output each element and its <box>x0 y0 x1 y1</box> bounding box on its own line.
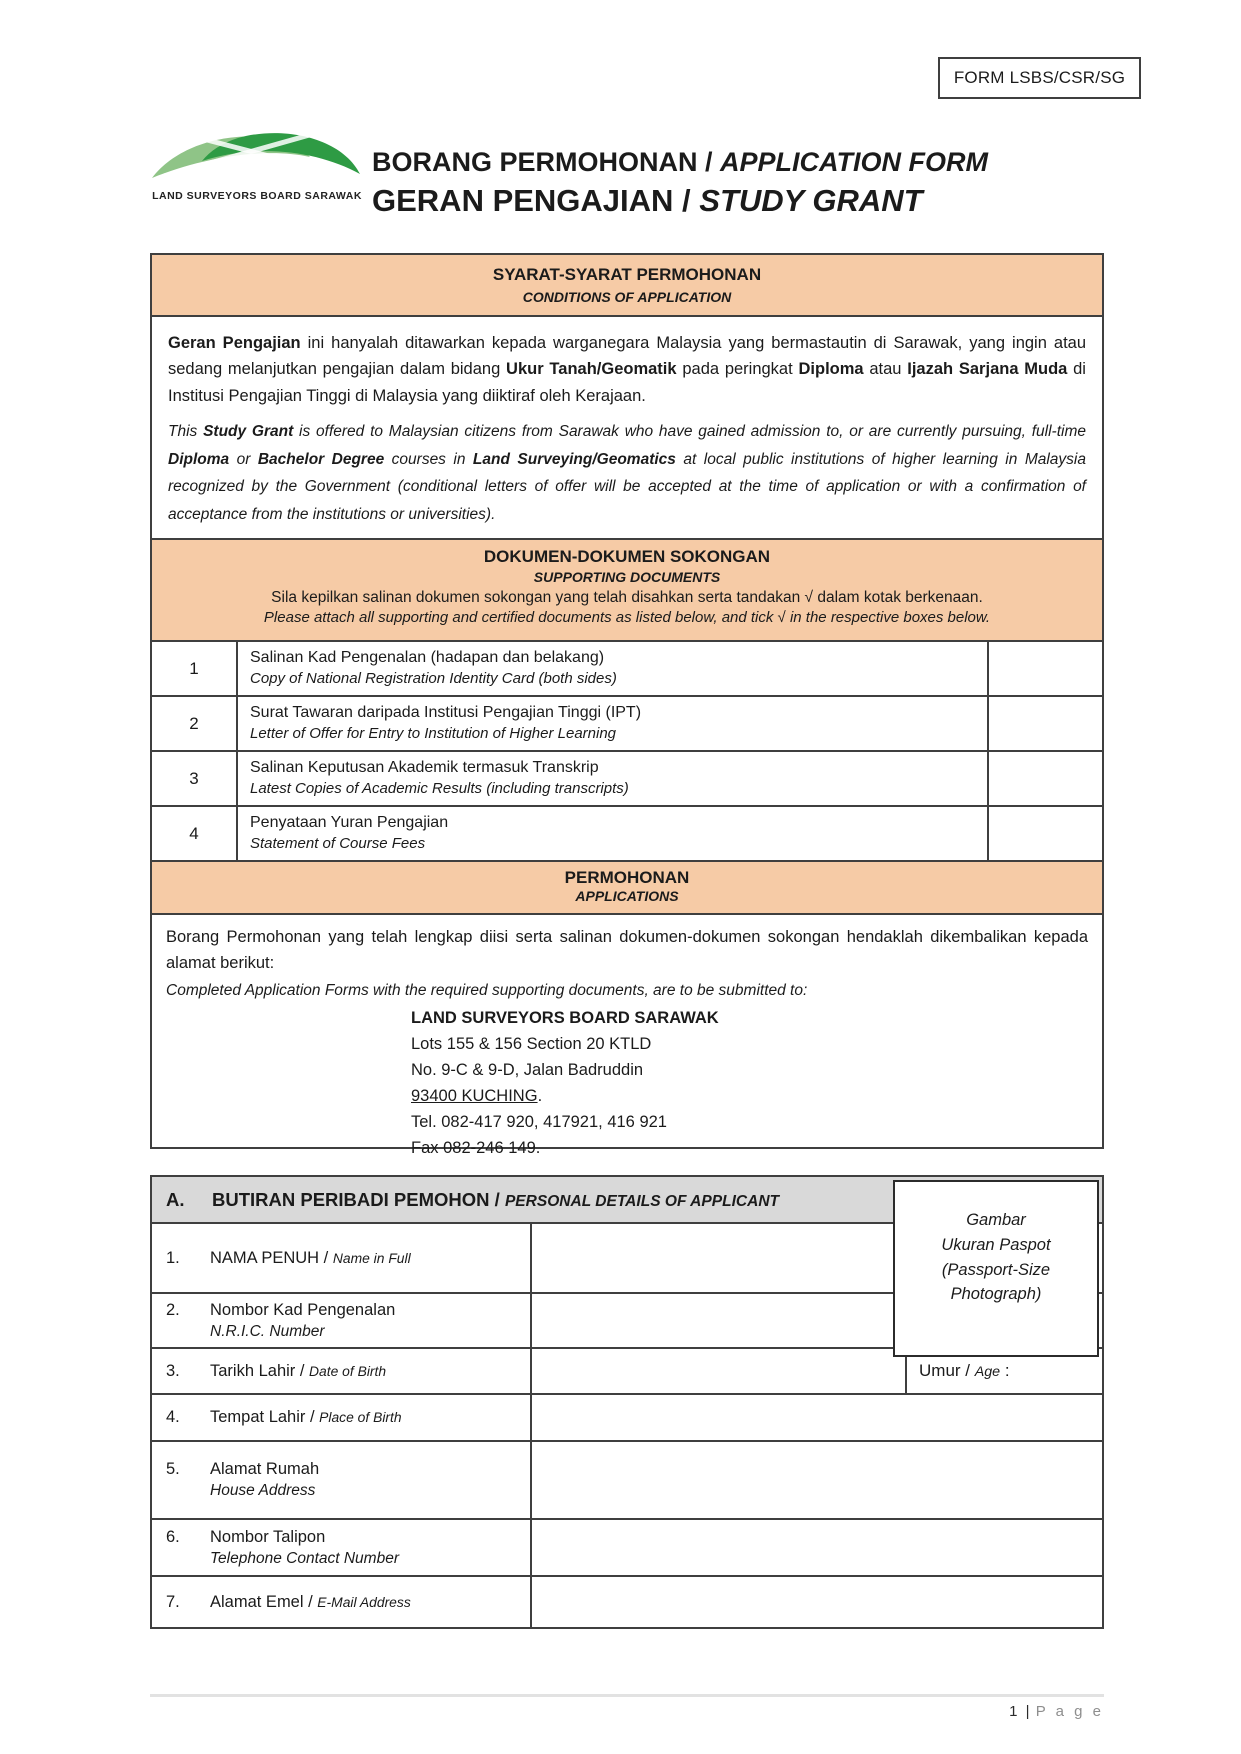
conditions-paragraph-en: This Study Grant is offered to Malaysian citizens from Sarawak who have gained admission to, or are currently pursuing, full-time Diploma or Bachelor Degree courses in Land Surveying/Geomatics at local public institutions of higher learning in Malaysia recognized by the Government (conditional letters of offer will be accepted at the time of application or with a confirmation of acceptance from the institutions or universities). <box>168 423 1087 523</box>
field-label-translation: N.R.I.C. Number <box>210 1322 325 1340</box>
document-row-text <box>238 807 987 860</box>
field-house-address[interactable] <box>532 1442 1102 1518</box>
field-label-text: Tarikh Lahir / Date of Birth <box>210 1361 387 1380</box>
footer-divider <box>150 1694 1104 1697</box>
address-line-2: No. 9-C & 9-D, Jalan Badruddin <box>411 1060 644 1079</box>
document-row-2 <box>152 697 1102 752</box>
field-email-address[interactable] <box>532 1577 1102 1627</box>
document-name-my: Salinan Keputusan Akademik termasuk Transkrip <box>250 759 599 777</box>
tick-box-cell[interactable] <box>987 752 1102 805</box>
field-label-text: Tempat Lahir / Place of Birth <box>210 1408 402 1426</box>
conditions-body <box>152 317 1102 540</box>
photo-box-line: (Passport-Size <box>941 1260 1051 1279</box>
address-org-name: LAND SURVEYORS BOARD SARAWAK <box>411 1008 719 1027</box>
address-telephone: Tel. 082-417 920, 417921, 416 921 <box>411 1113 667 1132</box>
form-code-label: FORM LSBS/CSR/SG <box>953 68 1126 87</box>
field-label <box>152 1224 532 1292</box>
documents-section-header <box>152 540 1102 642</box>
document-name-en: Statement of Course Fees <box>250 835 426 853</box>
info-table <box>150 253 1104 1158</box>
field-place-of-birth[interactable] <box>532 1395 1102 1440</box>
row-telephone-number <box>152 1520 1102 1577</box>
photo-box-line: Ukuran Paspot <box>941 1235 1051 1254</box>
page-footer <box>150 1703 1104 1720</box>
section-a-title: BUTIRAN PERIBADI PEMOHON / PERSONAL DETAILS OF APPLICANT <box>212 1188 780 1210</box>
applications-body <box>152 915 1102 1158</box>
address-fax: Fax 082-246 149. <box>411 1139 541 1158</box>
photo-box-line: Gambar <box>966 1211 1026 1229</box>
field-number: 2. <box>166 1300 180 1319</box>
applications-paragraph-en: Completed Application Forms with the required supporting documents, are to be submitted to: <box>166 981 808 999</box>
document-name-my: Salinan Kad Pengenalan (hadapan dan belakang) <box>250 649 605 667</box>
document-row-number: 1 <box>152 642 238 695</box>
document-name-my: Penyataan Yuran Pengajian <box>250 814 449 832</box>
document-name-en: Latest Copies of Academic Results (including transcripts) <box>250 780 629 798</box>
field-label <box>152 1395 532 1440</box>
document-row-text <box>238 642 987 695</box>
photo-box-line: Photograph) <box>950 1285 1042 1304</box>
age-label: Umur / Age : <box>919 1361 1010 1380</box>
applications-title-my: PERMOHONAN <box>564 868 690 887</box>
document-row-4 <box>152 807 1102 862</box>
field-label <box>152 1577 532 1627</box>
applications-section-header <box>152 862 1102 915</box>
document-name-my: Surat Tawaran daripada Institusi Pengajian Tinggi (IPT) <box>250 704 642 722</box>
documents-instruction-en: Please attach all supporting and certified documents as listed below, and tick √ in the respective boxes below. <box>263 609 991 626</box>
conditions-section-header <box>152 255 1102 317</box>
passport-photo-box[interactable] <box>893 1180 1099 1357</box>
field-label-text: Nombor Talipon <box>210 1527 326 1546</box>
row-house-address <box>152 1442 1102 1520</box>
field-number: 1. <box>166 1248 180 1267</box>
document-row-1 <box>152 642 1102 697</box>
field-telephone-number[interactable] <box>532 1520 1102 1575</box>
document-row-number: 2 <box>152 697 238 750</box>
lsbs-logo <box>150 124 364 202</box>
address-city-suffix: . <box>537 1086 543 1105</box>
applications-paragraph-my: Borang Permohonan yang telah lengkap diisi serta salinan dokumen-dokumen sokongan hendaklah dikembalikan kepada alamat berikut: <box>166 928 1088 973</box>
applications-title-en: APPLICATIONS <box>575 888 679 904</box>
form-title-line1: BORANG PERMOHONAN / APPLICATION FORM <box>372 147 988 177</box>
field-label-text: Nombor Kad Pengenalan <box>210 1300 396 1319</box>
documents-instruction-my: Sila kepilkan salinan dokumen sokongan yang telah disahkan serta tandakan √ dalam kotak berkenaan. <box>271 589 983 606</box>
row-place-of-birth <box>152 1395 1102 1442</box>
conditions-paragraph-my: Geran Pengajian ini hanyalah ditawarkan kepada warganegara Malaysia yang bermastautin di Sarawak, yang ingin atau sedang melanjutkan pengajian dalam bidang Ukur Tanah/Geomatik pada peringkat Diploma atau Ijazah Sarjana Muda di Institusi Pengajian Tinggi di Malaysia yang diiktiraf oleh Kerajaan. <box>168 334 1087 405</box>
document-row-text <box>238 697 987 750</box>
address-city: 93400 KUCHING <box>411 1086 538 1105</box>
documents-title-en: SUPPORTING DOCUMENTS <box>533 569 721 585</box>
row-email-address <box>152 1577 1102 1627</box>
tick-box-cell[interactable] <box>987 642 1102 695</box>
section-a-index: A. <box>166 1188 185 1210</box>
field-label <box>152 1442 532 1518</box>
field-label-text: Alamat Emel / E-Mail Address <box>210 1592 411 1611</box>
field-number: 4. <box>166 1408 180 1426</box>
field-number: 5. <box>166 1460 180 1478</box>
document-name-en: Copy of National Registration Identity Card (both sides) <box>250 670 617 688</box>
address-line-1: Lots 155 & 156 Section 20 KTLD <box>411 1034 652 1053</box>
tick-box-cell[interactable] <box>987 697 1102 750</box>
document-row-number: 4 <box>152 807 238 860</box>
conditions-title-my: SYARAT-SYARAT PERMOHONAN <box>492 265 762 284</box>
form-code-box <box>938 57 1141 99</box>
page-word: P a g e <box>1035 1703 1104 1720</box>
field-label-translation: Telephone Contact Number <box>210 1549 399 1567</box>
conditions-title-en: CONDITIONS OF APPLICATION <box>522 289 732 305</box>
address-city-line <box>411 1083 1088 1109</box>
field-number: 7. <box>166 1592 180 1611</box>
form-title <box>372 146 988 220</box>
logo-caption: LAND SURVEYORS BOARD SARAWAK <box>152 190 362 202</box>
document-row-3 <box>152 752 1102 807</box>
document-name-en: Letter of Offer for Entry to Institution of Higher Learning <box>250 725 617 743</box>
field-number: 6. <box>166 1527 180 1546</box>
lsbs-logo-icon <box>150 124 362 182</box>
tick-box-cell[interactable] <box>987 807 1102 860</box>
documents-title-my: DOKUMEN-DOKUMEN SOKONGAN <box>483 547 771 566</box>
field-label <box>152 1349 532 1393</box>
document-row-number: 3 <box>152 752 238 805</box>
document-row-text <box>238 752 987 805</box>
field-label-text: NAMA PENUH / Name in Full <box>210 1248 411 1267</box>
field-label-text: Alamat Rumah <box>210 1460 320 1478</box>
page-number: 1 | <box>1009 1703 1032 1720</box>
field-label-translation: House Address <box>210 1482 316 1499</box>
form-title-line2: GERAN PENGAJIAN / STUDY GRANT <box>372 183 923 219</box>
field-number: 3. <box>166 1361 180 1380</box>
field-date-of-birth[interactable] <box>532 1349 905 1393</box>
submission-address <box>411 1005 1088 1161</box>
field-label <box>152 1520 532 1575</box>
field-label <box>152 1294 532 1347</box>
